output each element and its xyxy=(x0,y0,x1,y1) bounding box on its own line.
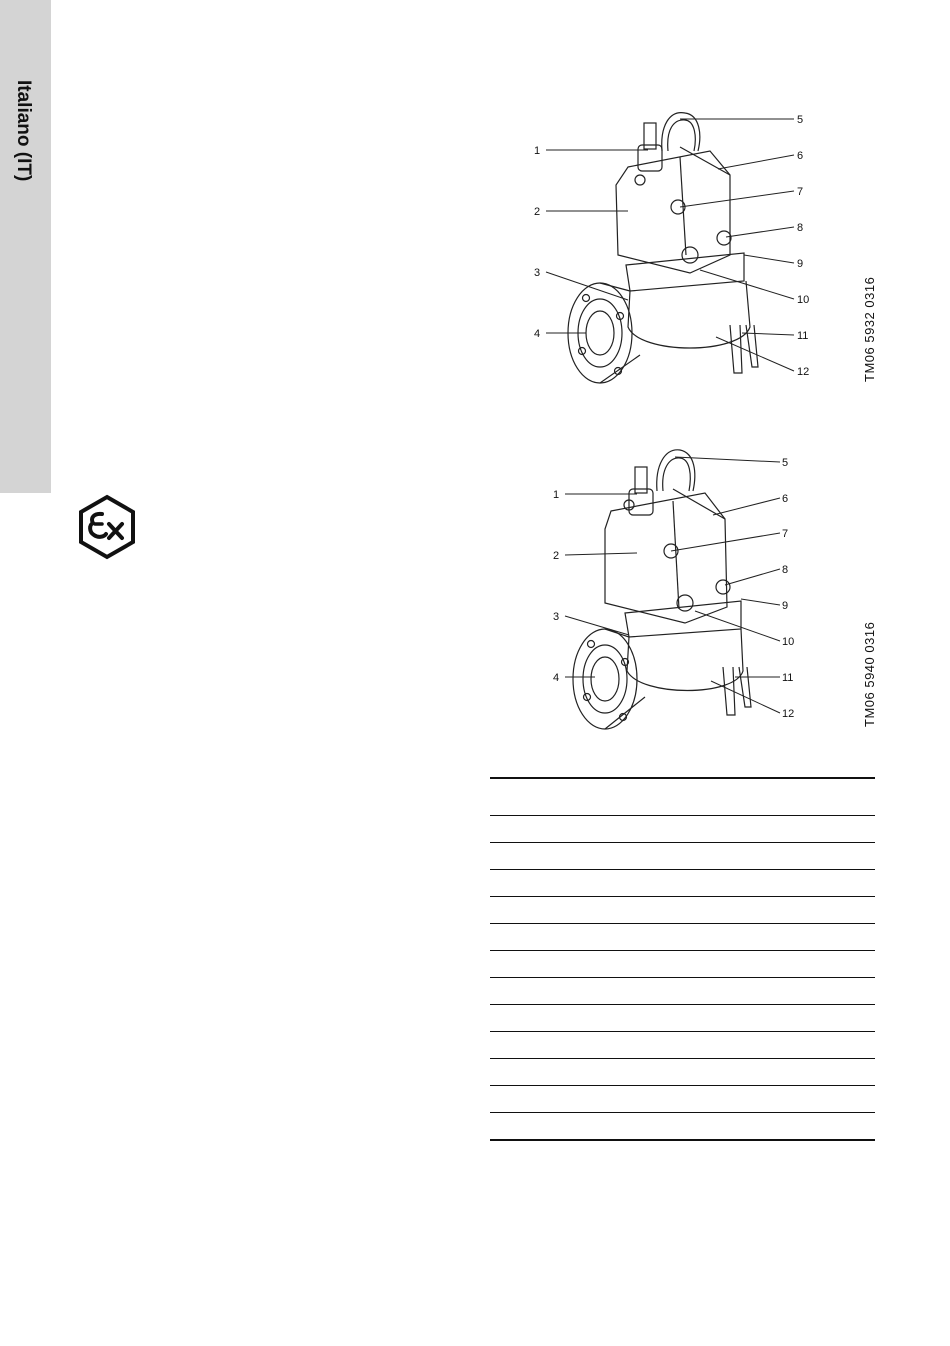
callout-4: 4 xyxy=(534,328,541,340)
language-label: Italiano (IT) xyxy=(13,80,34,182)
callout-11: 11 xyxy=(797,330,809,342)
figure-code-2: TM06 5940 0316 xyxy=(862,621,877,727)
callout-12: 12 xyxy=(797,366,810,378)
callout-4: 4 xyxy=(553,672,560,684)
callout-6: 6 xyxy=(797,150,804,162)
table-row xyxy=(490,924,875,951)
parts-table xyxy=(490,777,875,1141)
callout-10: 10 xyxy=(782,636,795,648)
table-row xyxy=(490,951,875,978)
callout-3: 3 xyxy=(534,267,541,279)
callout-7: 7 xyxy=(797,186,804,198)
figure-code-1: TM06 5932 0316 xyxy=(862,276,877,382)
parts-table-header xyxy=(490,777,875,816)
callout-12: 12 xyxy=(782,708,795,720)
callout-5: 5 xyxy=(782,457,789,469)
callout-9: 9 xyxy=(782,600,789,612)
callout-2: 2 xyxy=(553,550,560,562)
callout-8: 8 xyxy=(797,222,804,234)
table-row xyxy=(490,978,875,1005)
table-row xyxy=(490,897,875,924)
table-row xyxy=(490,1032,875,1059)
callout-5: 5 xyxy=(797,114,804,126)
callout-10: 10 xyxy=(797,294,810,306)
pump-figure-1 xyxy=(530,105,830,390)
callout-8: 8 xyxy=(782,564,789,576)
callout-7: 7 xyxy=(782,528,789,540)
callout-1: 1 xyxy=(534,145,541,157)
callout-11: 11 xyxy=(782,672,794,684)
table-row xyxy=(490,1113,875,1141)
language-side-tab xyxy=(0,0,51,493)
table-row xyxy=(490,816,875,843)
pump-figure-2 xyxy=(545,445,825,730)
ex-atex-hexagon-icon xyxy=(74,494,140,560)
callout-3: 3 xyxy=(553,611,560,623)
callout-6: 6 xyxy=(782,493,789,505)
table-row xyxy=(490,1059,875,1086)
callout-9: 9 xyxy=(797,258,804,270)
callout-2: 2 xyxy=(534,206,541,218)
table-row xyxy=(490,870,875,897)
table-row xyxy=(490,1086,875,1113)
table-row xyxy=(490,843,875,870)
table-row xyxy=(490,1005,875,1032)
callout-1: 1 xyxy=(553,489,560,501)
